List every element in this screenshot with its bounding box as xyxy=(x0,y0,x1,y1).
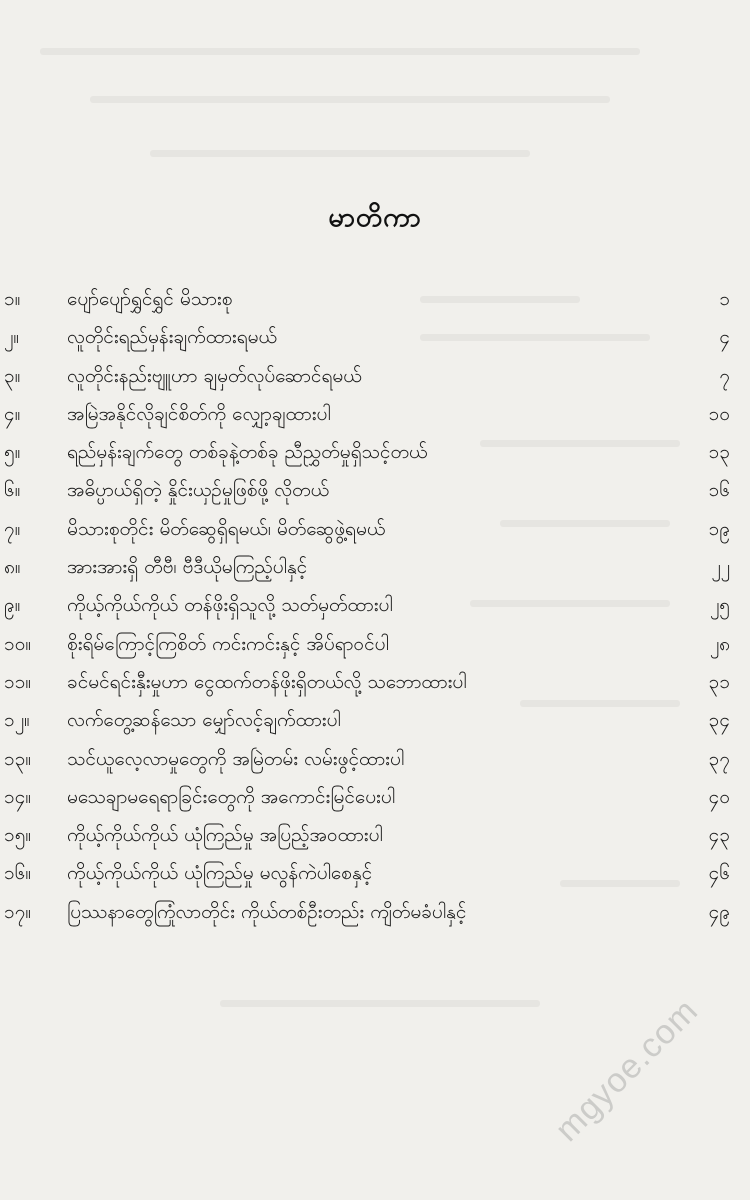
entry-number: ၇။ xyxy=(4,517,21,540)
entry-number: ၁၅။ xyxy=(4,824,32,847)
entry-page-number: ၄၉ xyxy=(708,900,730,923)
toc-entry[interactable] xyxy=(0,395,750,433)
toc-entry[interactable] xyxy=(0,357,750,395)
toc-entry[interactable] xyxy=(0,893,750,931)
entry-number: ၂။ xyxy=(4,326,20,349)
entry-page-number: ၁ xyxy=(719,288,730,310)
entry-page-number: ၃၁ xyxy=(708,670,730,693)
entry-number: ၈။ xyxy=(4,556,21,579)
toc-entry[interactable] xyxy=(0,510,750,548)
entry-title: မိသားစုတိုင်း မိတ်ဆွေရှိရမယ်၊ မိတ်ဆွေဖွဲ့ရမယ် xyxy=(67,517,386,540)
table-of-contents xyxy=(0,280,750,931)
toc-entry[interactable] xyxy=(0,318,750,356)
toc-entry[interactable] xyxy=(0,663,750,701)
entry-page-number: ၂၈ xyxy=(709,632,730,655)
entry-title: ရည်မှန်းချက်တွေ တစ်ခုနဲ့တစ်ခု ညီညွှတ်မှုရှိသင့်တယ် xyxy=(67,441,428,464)
entry-title: စိုးရိမ်ကြောင့်ကြစိတ် ကင်းကင်းနှင့် အိပ်ရာဝင်ပါ xyxy=(67,632,389,655)
entry-title: ခင်မင်ရင်းနှီးမှုဟာ ငွေထက်တန်ဖိုးရှိတယ်လို့ သဘောထားပါ xyxy=(67,670,467,693)
entry-page-number: ၃၄ xyxy=(708,709,730,732)
entry-number: ၆။ xyxy=(4,479,21,502)
toc-entry[interactable] xyxy=(0,471,750,509)
entry-number: ၁၃။ xyxy=(4,747,32,770)
entry-page-number: ၄၃ xyxy=(708,824,730,847)
entry-number: ၉။ xyxy=(4,594,21,617)
entry-number: ၅။ xyxy=(4,441,21,464)
watermark: mgyoe.com xyxy=(548,991,706,1149)
entry-title: အဓိပ္ပာယ်ရှိတဲ့ နှိုင်းယှဉ်မှုဖြစ်ဖို့ လိုတယ် xyxy=(67,479,330,502)
entry-title: ကိုယ့်ကိုယ်ကိုယ် ယုံကြည်မှု အပြည့်အဝထားပါ xyxy=(67,824,383,847)
entry-number: ၄။ xyxy=(4,402,21,425)
entry-number: ၁၆။ xyxy=(4,862,32,885)
toc-entry[interactable] xyxy=(0,854,750,892)
toc-entry[interactable] xyxy=(0,740,750,778)
entry-page-number: ၂၂ xyxy=(711,556,730,579)
entry-title: လူတိုင်းရည်မှန်းချက်ထားရမယ် xyxy=(67,326,277,349)
toc-entry[interactable] xyxy=(0,548,750,586)
entry-number: ၁၁။ xyxy=(4,670,32,693)
entry-number: ၁၄။ xyxy=(4,785,32,808)
entry-number: ၁။ xyxy=(4,288,21,310)
toc-entry[interactable] xyxy=(0,816,750,854)
entry-page-number: ၁၉ xyxy=(708,517,730,540)
entry-title: အမြဲအနိုင်လိုချင်စိတ်ကို လျှော့ချထားပါ xyxy=(67,402,331,425)
entry-page-number: ၃၇ xyxy=(708,747,730,770)
entry-page-number: ၂၅ xyxy=(709,594,730,617)
entry-page-number: ၄ xyxy=(719,326,730,349)
entry-number: ၃။ xyxy=(4,364,21,387)
entry-number: ၁၀။ xyxy=(4,632,32,655)
entry-number: ၁၂။ xyxy=(4,709,30,732)
toc-entry[interactable] xyxy=(0,701,750,739)
entry-page-number: ၁၃ xyxy=(708,441,730,464)
toc-entry[interactable] xyxy=(0,778,750,816)
entry-page-number: ၇ xyxy=(719,364,730,387)
toc-entry[interactable] xyxy=(0,625,750,663)
toc-entry[interactable] xyxy=(0,586,750,624)
entry-title: သင်ယူလေ့လာမှုတွေကို အမြဲတမ်း လမ်းဖွင့်ထားပါ xyxy=(67,747,405,770)
entry-page-number: ၁၆ xyxy=(708,479,730,502)
entry-page-number: ၁၀ xyxy=(708,402,730,425)
entry-title: ပြဿနာတွေကြုံလာတိုင်း ကိုယ်တစ်ဦးတည်း ကျိတ်မခံပါနှင့် xyxy=(67,900,467,923)
toc-entry[interactable] xyxy=(0,280,750,318)
toc-entry[interactable] xyxy=(0,433,750,471)
page-title: မာတိကာ xyxy=(328,202,422,233)
entry-title: ပျော်ပျော်ရွှင်ရွှင် မိသားစု xyxy=(67,288,233,310)
entry-title: မသေချာမရေရာခြင်းတွေကို အကောင်းမြင်ပေးပါ xyxy=(67,785,396,808)
entry-title: လက်တွေ့ဆန်သော မျှော်လင့်ချက်ထားပါ xyxy=(67,709,341,732)
entry-number: ၁၇။ xyxy=(4,900,32,923)
entry-page-number: ၄၆ xyxy=(708,862,730,885)
entry-title: ကိုယ့်ကိုယ်ကိုယ် တန်ဖိုးရှိသူလို့ သတ်မှတ်ထားပါ xyxy=(67,594,393,617)
entry-title: လူတိုင်းနည်းဗျူဟာ ချမှတ်လုပ်ဆောင်ရမယ် xyxy=(67,364,362,387)
entry-title: ကိုယ့်ကိုယ်ကိုယ် ယုံကြည်မှု မလွန်ကဲပါစေနှင့် xyxy=(67,862,373,885)
entry-title: အားအားရှိ တီဗီ၊ ဗီဒီယိုမကြည့်ပါနှင့် xyxy=(67,556,308,579)
entry-page-number: ၄၀ xyxy=(708,785,730,808)
